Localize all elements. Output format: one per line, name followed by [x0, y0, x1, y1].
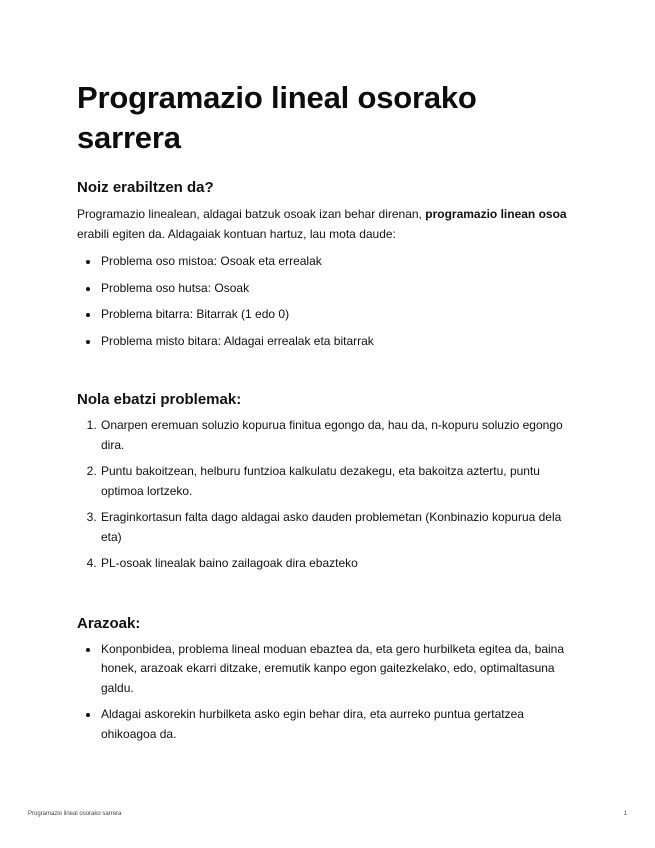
- list-item: 1. Onarpen eremuan soluzio kopurua finitua egongo da, hau da, n-kopuru soluzio egongo dira.: [100, 416, 577, 455]
- problems-list: [77, 640, 577, 745]
- intro-text-bold: programazio linean osoa: [425, 207, 567, 221]
- list-item: • Problema bitarra: Bitarrak (1 edo 0): [100, 305, 577, 325]
- intro-text-start: Programazio linealean, aldagai batzuk osoak izan behar direnan,: [77, 207, 426, 221]
- footer-document-title: Programazio lineal osorako sarrera: [28, 811, 122, 817]
- list-item: 3. Eraginkortasun falta dago aldagai asko dauden problemetan (Konbinazio kopurua dela eta): [100, 508, 577, 547]
- page-number: 1: [623, 811, 627, 817]
- section-heading-how-to-solve: Nola ebatzi problemak:: [77, 391, 242, 408]
- list-item: • Problema misto bitara: Aldagai errealak eta bitarrak: [100, 332, 577, 352]
- section-heading-when-used: Noiz erabiltzen da?: [77, 179, 214, 196]
- list-item: • Problema oso mistoa: Osoak eta errealak: [100, 252, 577, 272]
- list-item: • Aldagai askorekin hurbilketa asko egin behar dira, eta aurreko puntua gertatzea ohikoagoa da.: [100, 705, 577, 744]
- section-heading-problems: Arazoak:: [77, 614, 141, 632]
- list-item: 2. Puntu bakoitzean, helburu funtzioa kalkulatu dezakegu, eta bakoitza aztertu, puntu optimoa lortzeko.: [100, 462, 577, 501]
- intro-text-end: erabili egiten da. Aldagaiak kontuan hartuz, lau mota daude:: [77, 227, 396, 241]
- page-title: Programazio lineal osorako sarrera: [77, 80, 477, 155]
- list-item: 4. PL-osoak linealak baino zailagoak dira ebazteko: [100, 554, 577, 574]
- list-item: • Konponbidea, problema lineal moduan ebaztea da, eta gero hurbilketa egitea da, baina honek, arazoak ekarri ditzake, eremutik kanpo egon gaitezkelako, edo, optimaltasuna galdu.: [100, 640, 577, 699]
- document-page: [77, 78, 577, 751]
- problem-types-list: [77, 252, 577, 351]
- section-intro-paragraph: [77, 204, 577, 244]
- list-item: • Problema oso hutsa: Osoak: [100, 279, 577, 299]
- solving-steps-list: [77, 416, 577, 574]
